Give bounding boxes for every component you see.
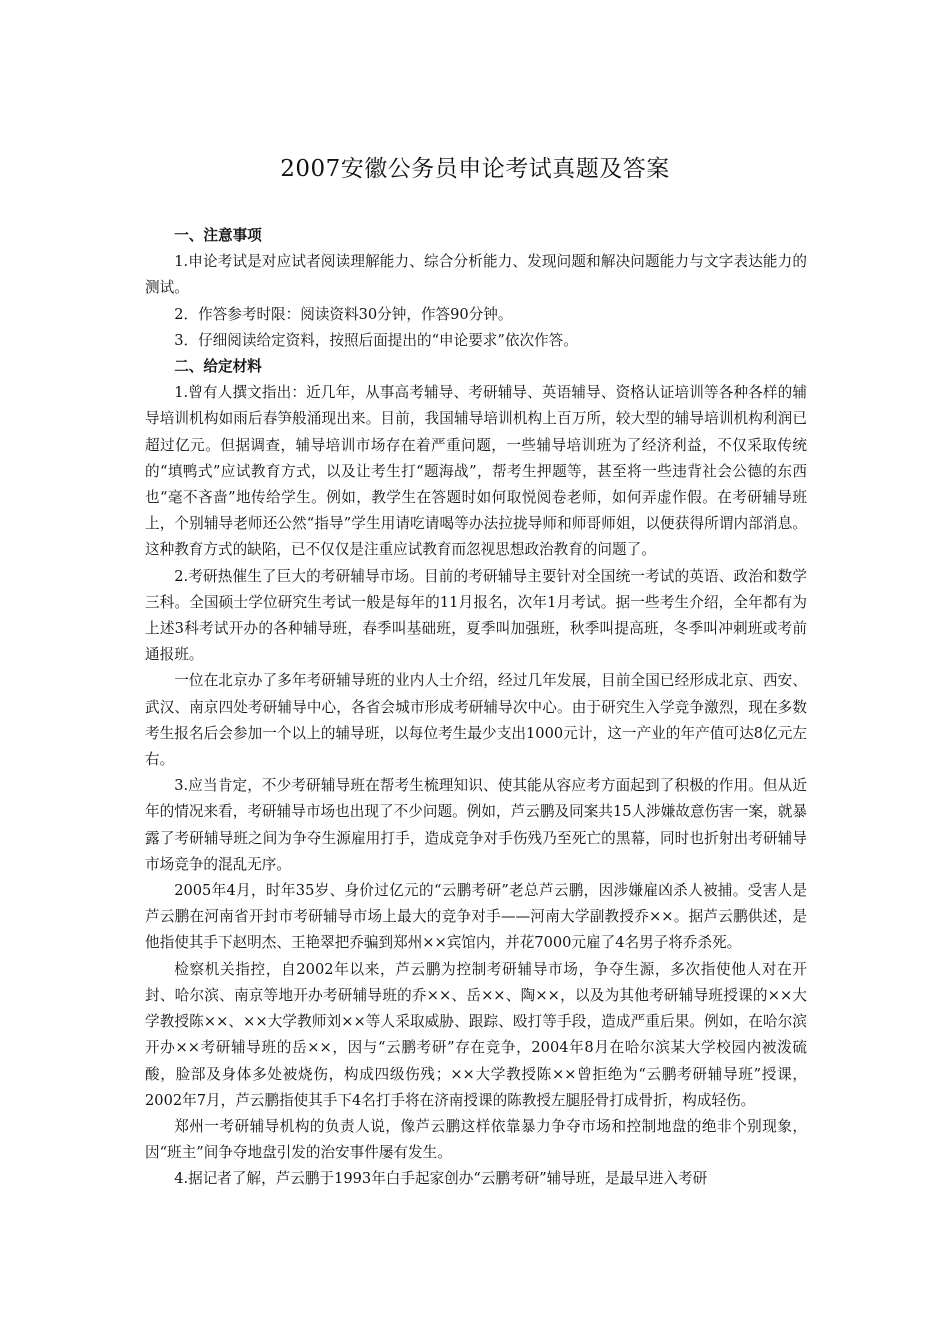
paragraph: 2.考研热催生了巨大的考研辅导市场。目前的考研辅导主要针对全国统一考试的英语、政治和数学三科。全国硕士学位研究生考试一般是每年的11月报名，次年1月考试。据一些考生介绍，全年都有为上述3科考试开办的各种辅导班，春季叫基础班，夏季叫加强班，秋季叫提高班，冬季叫冲刺班或考前通报班。 xyxy=(145,567,807,664)
paragraph: 3．仔细阅读给定资料，按照后面提出的“申论要求”依次作答。 xyxy=(174,331,578,349)
paragraph: 1.曾有人撰文指出：近几年，从事高考辅导、考研辅导、英语辅导、资格认证培训等各种各样的辅导培训机构如雨后春笋般涌现出来。目前，我国辅导培训机构上百万所，较大型的辅导培训机构利润已超过亿元。但据调查，辅导培训市场存在着严重问题，一些辅导培训班为了经济利益，不仅采取传统的“填鸭式”应试教育方式，以及让考生打“题海战”，帮考生押题等，甚至将一些违背社会公德的东西也“毫不吝啬”地传给学生。例如，教学生在答题时如何取悦阅卷老师，如何弄虚作假。在考研辅导班上，个别辅导老师还公然“指导”学生用请吃请喝等办法拉拢导师和师哥师姐，以便获得所谓内部消息。这种教育方式的缺陷，已不仅仅是注重应试教育而忽视思想政治教育的问题了。 xyxy=(145,384,807,559)
paragraph: 检察机关指控，自2002年以来，芦云鹏为控制考研辅导市场，争夺生源，多次指使他人对在开封、哈尔滨、南京等地开办考研辅导班的乔××、岳××、陶××，以及为其他考研辅导班授课的××大学教授陈××、××大学教师刘××等人采取威胁、跟踪、殴打等手段，造成严重后果。例如，在哈尔滨开办××考研辅导班的岳××，因与“云鹏考研”存在竞争，2004年8月在哈尔滨某大学校园内被泼硫酸，脸部及身体多处被烧伤，构成四级伤残；××大学教授陈××曾拒绝为“云鹏考研辅导班”授课，2002年7月，芦云鹏指使其手下4名打手将在济南授课的陈教授左腿胫骨打成骨折，构成轻伤。 xyxy=(145,960,807,1109)
document-title: 2007安徽公务员申论考试真题及答案 xyxy=(280,156,670,183)
paragraph: 4.据记者了解，芦云鹏于1993年白手起家创办“云鹏考研”辅导班，是最早进入考研 xyxy=(174,1170,708,1188)
section-heading: 二、给定材料 xyxy=(174,358,262,376)
paragraph: 3.应当肯定，不少考研辅导班在帮考生梳理知识、使其能从容应考方面起到了积极的作用。但从近年的情况来看，考研辅导市场也出现了不少问题。例如，芦云鹏及同案共15人涉嫌故意伤害一案，就暴露了考研辅导班之间为争夺生源雇用打手，造成竞争对手伤残乃至死亡的黑幕，同时也折射出考研辅导市场竞争的混乱无序。 xyxy=(145,777,807,873)
paragraph: 2005年4月，时年35岁、身价过亿元的“云鹏考研”老总芦云鹏，因涉嫌雇凶杀人被捕。受害人是芦云鹏在河南省开封市考研辅导市场上最大的竞争对手——河南大学副教授乔××。据芦云鹏供述，是他指使其手下赵明杰、王艳翠把乔骗到郑州××宾馆内，并花7000元雇了4名男子将乔杀死。 xyxy=(145,882,807,952)
paragraph: 郑州一考研辅导机构的负责人说，像芦云鹏这样依靠暴力争夺市场和控制地盘的绝非个别现象，因“班主”间争夺地盘引发的治安事件屡有发生。 xyxy=(145,1117,807,1162)
paragraph: 1.申论考试是对应试者阅读理解能力、综合分析能力、发现问题和解决问题能力与文字表达能力的测试。 xyxy=(145,253,807,297)
paragraph: 一位在北京办了多年考研辅导班的业内人士介绍，经过几年发展，目前全国已经形成北京、西安、武汉、南京四处考研辅导中心，各省会城市形成考研辅导次中心。由于研究生入学竞争激烈，现在多数考生报名后会参加一个以上的辅导班，以每位考生最少支出1000元计，这一产业的年产值可达8亿元左右。 xyxy=(145,672,807,769)
section-heading: 一、注意事项 xyxy=(174,227,262,244)
document-body xyxy=(145,223,807,1193)
paragraph: 2．作答参考时限：阅读资料30分钟，作答90分钟。 xyxy=(174,305,513,323)
